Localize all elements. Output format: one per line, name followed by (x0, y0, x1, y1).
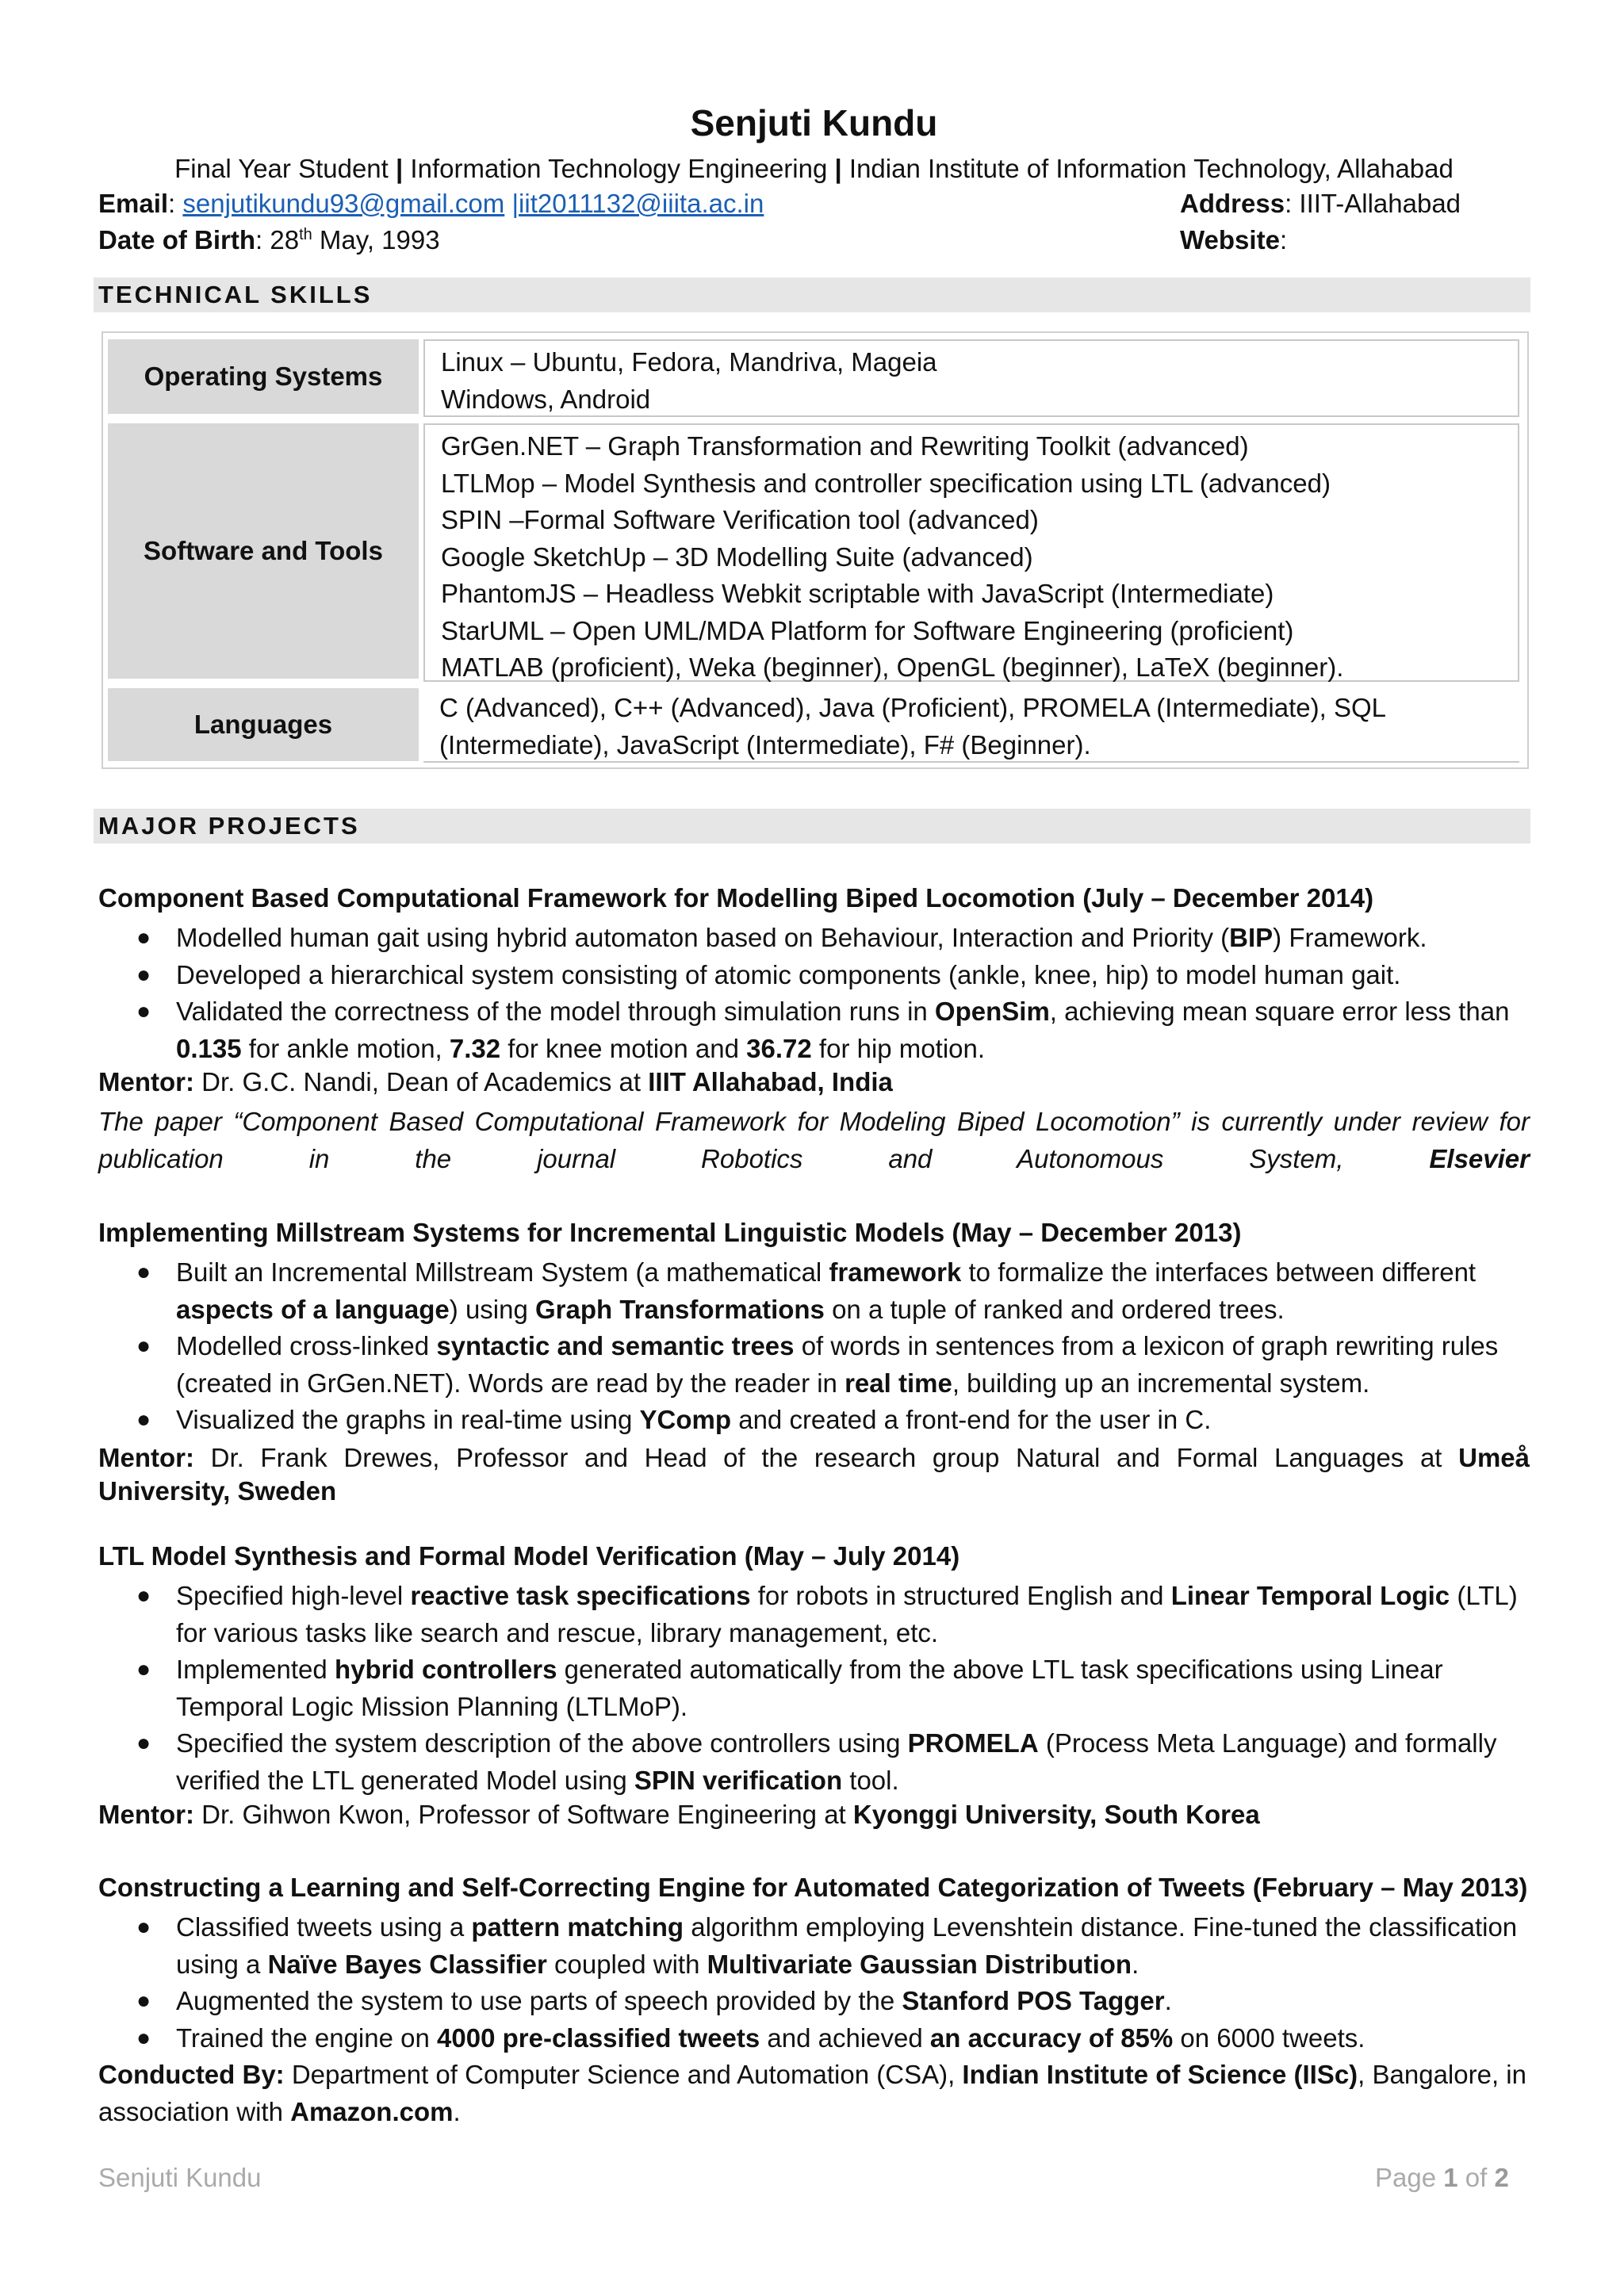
subtitle-separator: | (396, 154, 404, 183)
mentor-label: Mentor: (98, 1443, 194, 1472)
project-bullets (98, 920, 1530, 1067)
tool-line: SPIN –Formal Software Verification tool (advanced) (441, 505, 1039, 534)
project-title: LTL Model Synthesis and Formal Model Verification (May – July 2014) (98, 1541, 960, 1571)
skill-box-os (423, 339, 1519, 417)
bullet-icon: ● (136, 1333, 151, 1359)
os-line: Linux – Ubuntu, Fedora, Mandriva, Mageia (441, 347, 937, 377)
page-total: 2 (1494, 2163, 1509, 2192)
skills-table (102, 331, 1529, 769)
bullet-icon: ● (136, 1406, 151, 1433)
address-row: Address: IIIT-Allahabad (1180, 189, 1461, 218)
mentor-org: Kyonggi University, South Korea (852, 1800, 1260, 1829)
page-of: of (1457, 2163, 1495, 2192)
project-bullets (98, 1254, 1530, 1439)
bullet-icon: ● (136, 961, 151, 988)
text-bold: Naïve Bayes Classifier (267, 1949, 547, 1979)
conducted-text: Department of Computer Science and Automation (CSA), (284, 2060, 963, 2089)
page-current: 1 (1443, 2163, 1458, 2192)
note-bold: Elsevier (1429, 1143, 1530, 1173)
text: tool. (842, 1765, 899, 1795)
skill-box-tools (423, 423, 1519, 682)
note-text: The paper “Component Based Computational Framework for Modeling Biped Locomotion” is currently under review for publication in the journal Robotics and Autonomous System, (98, 1107, 1530, 1173)
text: for hip motion. (811, 1033, 986, 1063)
list-item (98, 920, 1530, 957)
text: Modelled human gait using hybrid automaton based on Behaviour, Interaction and Priority ( (176, 923, 1230, 952)
conducted-org: Indian Institute of Science (IISc) (962, 2060, 1358, 2089)
text: Augmented the system to use parts of speech provided by the (176, 1986, 902, 2015)
text-bold: 0.135 (176, 1033, 242, 1063)
bullet-icon: ● (136, 1259, 151, 1285)
dob-day: 28 (270, 225, 300, 254)
bullet-icon: ● (136, 2024, 151, 2051)
website-label: Website (1180, 225, 1280, 254)
bullet-icon: ● (136, 1914, 151, 1940)
text: of words in sentences from a lexicon of graph rewriting rules (created in GrGen.NET). Words are read by the reader in (176, 1331, 1499, 1398)
email-row: Email: senjutikundu93@gmail.com |iit2011132@iiita.ac.in (98, 189, 764, 218)
subtitle-separator: | (834, 154, 842, 183)
list-item (98, 1402, 1530, 1439)
skill-box-languages (423, 687, 1519, 763)
subtitle-program: Information Technology Engineering (410, 154, 828, 183)
os-line: Windows, Android (441, 384, 651, 414)
mentor-text: Dr. G.C. Nandi, Dean of Academics at (193, 1067, 649, 1096)
text-bold: 7.32 (449, 1033, 501, 1063)
list-item (98, 2020, 1530, 2057)
text: Built an Incremental Millstream System (a mathematical (176, 1257, 829, 1287)
website-row: Website: (1180, 225, 1288, 254)
section-technical-skills: TECHNICAL SKILLS (94, 277, 1530, 312)
mentor-label: Mentor: (98, 1800, 194, 1829)
dob-label: Date of Birth (98, 225, 255, 254)
skill-label-tools: Software and Tools (108, 423, 419, 679)
language-line: (Intermediate), JavaScript (Intermediate), F# (Beginner). (439, 729, 1091, 760)
page-word: Page (1375, 2163, 1444, 2192)
text: Modelled cross-linked (176, 1331, 437, 1360)
text-bold: hybrid controllers (334, 1655, 557, 1684)
bullet-icon: ● (136, 1730, 151, 1756)
text-bold: YComp (639, 1405, 732, 1434)
project-mentor (98, 1440, 1530, 1477)
text-bold: Stanford POS Tagger (902, 1986, 1165, 2015)
text-bold: pattern matching (471, 1912, 684, 1942)
mentor-org: IIIT Allahabad, India (648, 1067, 893, 1096)
text: on a tuple of ranked and ordered trees. (824, 1294, 1285, 1324)
footer-page-number (1375, 2163, 1509, 2193)
mentor-label: Mentor: (98, 1067, 194, 1096)
text-bold: aspects of a language (176, 1294, 450, 1324)
list-item (98, 957, 1530, 994)
mentor-org: University, Sweden (98, 1476, 337, 1506)
tool-line: MATLAB (proficient), Weka (beginner), OpenGL (beginner), LaTeX (beginner). (441, 652, 1344, 682)
text: Specified the system description of the above controllers using (176, 1728, 908, 1758)
text-bold: Multivariate Gaussian Distribution (707, 1949, 1132, 1979)
email-separator: | (511, 189, 519, 218)
project-title: Constructing a Learning and Self-Correcting Engine for Automated Categorization of Tweets (February – May 2013) (98, 1873, 1528, 1902)
text: . (1132, 1949, 1139, 1979)
subtitle-status: Final Year Student (174, 154, 389, 183)
text: for knee motion and (500, 1033, 747, 1063)
text: Implemented (176, 1655, 335, 1684)
project-mentor-cont (98, 1476, 336, 1506)
text: and created a front-end for the user in C. (731, 1405, 1212, 1434)
project-conducted-by (98, 2057, 1530, 2130)
section-major-projects: MAJOR PROJECTS (94, 809, 1530, 844)
conducted-text: . (453, 2096, 461, 2126)
list-item (98, 1254, 1530, 1328)
bullet-icon: ● (136, 1582, 151, 1609)
text: Developed a hierarchical system consisting of atomic components (ankle, knee, hip) to model human gait. (176, 959, 1401, 989)
dob-rest: May, 1993 (319, 225, 440, 254)
text-bold: 4000 pre-classified tweets (437, 2022, 760, 2053)
mentor-text: Dr. Frank Drewes, Professor and Head of the research group Natural and Formal Languages at (193, 1443, 1459, 1472)
text-bold: framework (829, 1257, 962, 1287)
project-title: Component Based Computational Framework for Modelling Biped Locomotion (July – December 2014) (98, 883, 1374, 913)
email-label: Email (98, 189, 169, 218)
text: Visualized the graphs in real-time using (176, 1405, 640, 1434)
text: generated automatically from the above LTL task specifications using Linear Temporal Logic Mission Planning (LTLMoP). (176, 1655, 1443, 1721)
text: Validated the correctness of the model through simulation runs in (176, 997, 935, 1026)
text-bold: 36.72 (746, 1033, 812, 1063)
candidate-name: Senjuti Kundu (690, 102, 938, 144)
skill-label-os: Operating Systems (108, 339, 419, 414)
list-item (98, 993, 1530, 1067)
conducted-label: Conducted By: (98, 2060, 285, 2089)
text: ) using (449, 1294, 535, 1324)
text: (LTL) for various tasks like search and rescue, library management, etc. (176, 1581, 1518, 1647)
tool-line: StarUML – Open UML/MDA Platform for Software Engineering (proficient) (441, 615, 1294, 645)
text-bold: SPIN verification (634, 1765, 843, 1795)
text: ) Framework. (1273, 923, 1427, 952)
text-bold: OpenSim (934, 997, 1050, 1026)
language-line: C (Advanced), C++ (Advanced), Java (Proficient), PROMELA (Intermediate), SQL (439, 693, 1386, 722)
dob-suffix: th (299, 226, 312, 243)
project-bullets (98, 1909, 1530, 2057)
bullet-icon: ● (136, 1988, 151, 2014)
address-label: Address (1180, 189, 1285, 218)
tool-line: LTLMop – Model Synthesis and controller specification using LTL (advanced) (441, 468, 1331, 498)
mentor-text: Dr. Gihwon Kwon, Professor of Software Engineering at (193, 1800, 853, 1829)
skill-label-languages: Languages (108, 688, 419, 761)
bullet-icon: ● (136, 1656, 151, 1682)
mentor-org: Umeå (1458, 1443, 1530, 1472)
text: , building up an incremental system. (952, 1368, 1370, 1398)
list-item (98, 1651, 1530, 1725)
text-bold: Linear Temporal Logic (1170, 1581, 1450, 1610)
text: for ankle motion, (241, 1033, 450, 1063)
text: to formalize the interfaces between different (961, 1257, 1477, 1287)
text-bold: an accuracy of 85% (929, 2022, 1174, 2053)
text: Trained the engine on (176, 2022, 438, 2053)
text-bold: BIP (1229, 923, 1274, 952)
project-note (98, 1104, 1530, 1177)
footer-name: Senjuti Kundu (98, 2163, 262, 2192)
project-bullets (98, 1578, 1530, 1799)
text: (Process Meta Language) and formally verified the LTL generated Model using (176, 1728, 1497, 1795)
list-item (98, 1725, 1530, 1799)
subtitle-institute: Indian Institute of Information Technology, Allahabad (848, 154, 1454, 183)
text: Specified high-level (176, 1581, 411, 1610)
conducted-partner: Amazon.com (290, 2096, 454, 2126)
project-title: Implementing Millstream Systems for Incremental Linguistic Models (May – December 2013) (98, 1218, 1242, 1247)
text: . (1164, 1986, 1172, 2015)
email-secondary-link[interactable]: iit2011132@iiita.ac.in (519, 189, 764, 218)
text-bold: reactive task specifications (410, 1581, 751, 1610)
text: , achieving mean square error less than (1049, 997, 1510, 1026)
text-bold: syntactic and semantic trees (436, 1331, 795, 1360)
text-bold: Graph Transformations (535, 1294, 825, 1324)
email-primary-link[interactable]: senjutikundu93@gmail.com (182, 189, 505, 218)
dob-row: Date of Birth: 28th May, 1993 (98, 225, 440, 254)
address-value: IIIT-Allahabad (1299, 189, 1461, 218)
list-item (98, 1328, 1530, 1402)
conducted-text: , Bangalore, in association with (98, 2060, 1526, 2126)
project-mentor (98, 1800, 1260, 1830)
project-mentor (98, 1067, 893, 1097)
list-item (98, 1983, 1530, 2020)
list-item (98, 1578, 1530, 1651)
text: algorithm employing Levenshtein distance. Fine-tuned the classification using a (176, 1912, 1518, 1979)
text-bold: real time (845, 1368, 952, 1398)
list-item (98, 1909, 1530, 1983)
text: on 6000 tweets. (1173, 2022, 1365, 2053)
text: and achieved (760, 2022, 930, 2053)
bullet-icon: ● (136, 924, 151, 951)
text: Classified tweets using a (176, 1912, 472, 1942)
text: for robots in structured English and (750, 1581, 1171, 1610)
text-bold: PROMELA (907, 1728, 1039, 1758)
tool-line: PhantomJS – Headless Webkit scriptable with JavaScript (Intermediate) (441, 579, 1274, 608)
subtitle (98, 154, 1530, 184)
tool-line: Google SketchUp – 3D Modelling Suite (advanced) (441, 541, 1033, 572)
bullet-icon: ● (136, 998, 151, 1024)
text: coupled with (546, 1949, 707, 1979)
tool-line: GrGen.NET – Graph Transformation and Rewriting Toolkit (advanced) (441, 431, 1249, 461)
